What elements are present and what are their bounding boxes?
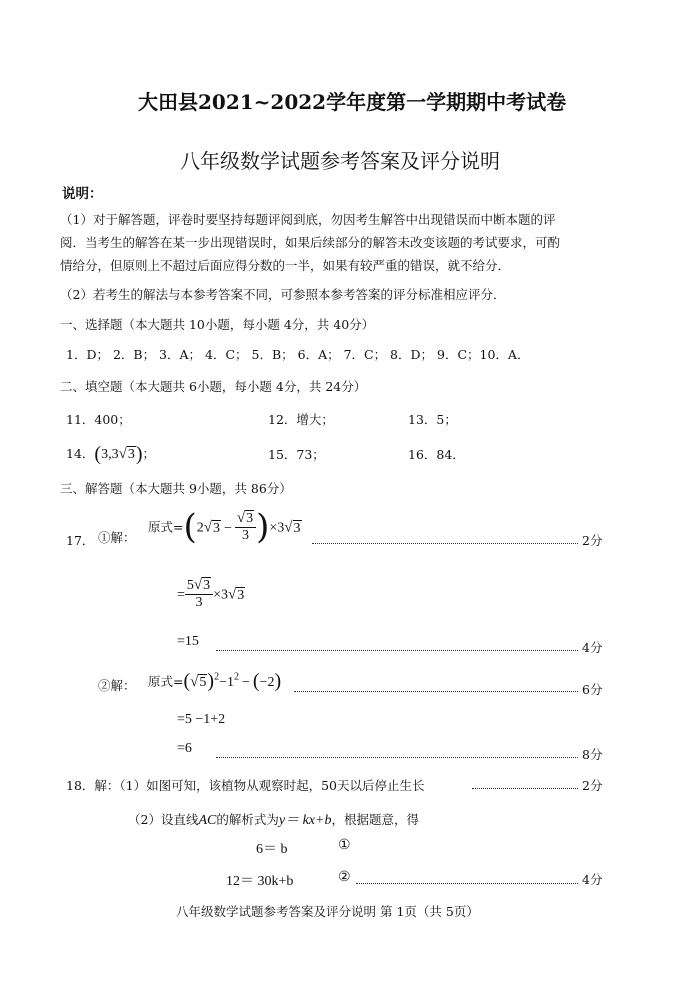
document-title: 大田县2021~2022学年度第一学期期中考试卷 (138, 90, 567, 114)
answer-16: 16．84． (408, 447, 465, 462)
q18-equation-2: 12＝ 30k+b (226, 874, 294, 889)
answer-11: 11．400； (66, 412, 131, 427)
q17-step2-expression: = $\frac{5√3}{3}$ ×3√3 (177, 577, 245, 610)
q17-step3: =15 (177, 634, 199, 649)
q18-score-2: 4分 (582, 872, 603, 887)
leader-dots (216, 757, 578, 758)
q17-part1-label: ①解： (98, 530, 136, 545)
leader-dots (472, 788, 578, 789)
q17-expr-label: 原式= (148, 519, 184, 535)
note-2: （2）若考生的解法与本参考答案不同，可参照本参考答案的评分标准相应评分． (60, 287, 506, 302)
leader-dots (356, 883, 578, 884)
q18-equation-2-mark: ② (338, 870, 351, 885)
q18-equation-1: 6＝ b (256, 842, 288, 857)
q17-score-2: 4分 (582, 640, 603, 655)
section-2-heading: 二、填空题（本大题共 6小题，每小题 4分，共 24分） (60, 379, 367, 394)
section-3-heading: 三、解答题（本大题共 9小题，共 86分） (60, 481, 292, 496)
q17-score-4: 8分 (582, 747, 603, 762)
page-footer: 八年级数学试题参考答案及评分说明 第 1页（共 5页） (176, 904, 479, 919)
leader-dots (294, 691, 578, 692)
q18-equation-1-mark: ① (338, 838, 351, 853)
q18-line-1: 18．解：（1）如图可知，该植物从观察时起，50天以后停止生长 (66, 778, 425, 793)
section-1-answers: 1．D； 2．B； 3．A； 4．C； 5．B； 6．A； 7．C； 8．D； 9．C；10．A． (66, 347, 530, 362)
leader-dots (216, 650, 578, 651)
q17-part2-step3: =6 (177, 741, 192, 756)
linear-equation: y＝ kx+b (278, 813, 332, 828)
section-1-heading: 一、选择题（本大题共 10小题，每小题 4分，共 40分） (60, 317, 375, 332)
answer-15: 15．73； (268, 447, 325, 462)
q18-line-2: （2）设直线AC的解析式为y＝ kx+b，根据题意，得 (128, 812, 419, 828)
line-ac: AC (198, 813, 217, 828)
q17-step1-fraction: $\frac{√3}{3}$ (235, 510, 256, 544)
answer-14-radicand: 3 (127, 447, 135, 462)
answer-14-prefix: 14． (66, 446, 95, 461)
document-subtitle: 八年级数学试题参考答案及评分说明 (180, 149, 500, 173)
q18-score-1: 2分 (582, 778, 603, 793)
q17-step1-expression: 原式=(2√3 − $\frac{√3}{3}$ )×3√3 (148, 507, 301, 547)
notes-label: 说明： (62, 186, 103, 202)
note-1-line-3: 情给分，但原则上不超过后面应得分数的一半，如果有较严重的错误，就不给分． (60, 258, 511, 273)
q17-part2-step2: =5 −1+2 (177, 712, 226, 727)
q17-score-3: 6分 (582, 682, 603, 697)
answer-13: 13．5； (408, 412, 457, 427)
q17-number: 17． (66, 533, 95, 548)
q17-step2-fraction: $\frac{5√3}{3}$ (185, 577, 213, 611)
q17-score-1: 2分 (582, 533, 603, 548)
note-1-line-2: 阅．当考生的解答在某一步出现错误时，如果后续部分的解答未改变该题的考试要求，可酌 (60, 235, 561, 250)
answer-12: 12．增大； (268, 412, 334, 427)
note-1-line-1: （1）对于解答题，评卷时要坚持每题评阅到底，勿因考生解答中出现错误而中断本题的评 (60, 212, 556, 227)
answer-14-suffix: ； (142, 446, 155, 461)
q17-part2-expression: 原式$=(√5)^2-1^2 - (-2)$ (148, 670, 282, 692)
answer-14-coord: 3,3 (101, 447, 119, 462)
answer-14: 14．(3,3√3)； (66, 443, 155, 465)
leader-dots (312, 543, 578, 544)
q17-part2-label: ②解： (98, 678, 136, 693)
